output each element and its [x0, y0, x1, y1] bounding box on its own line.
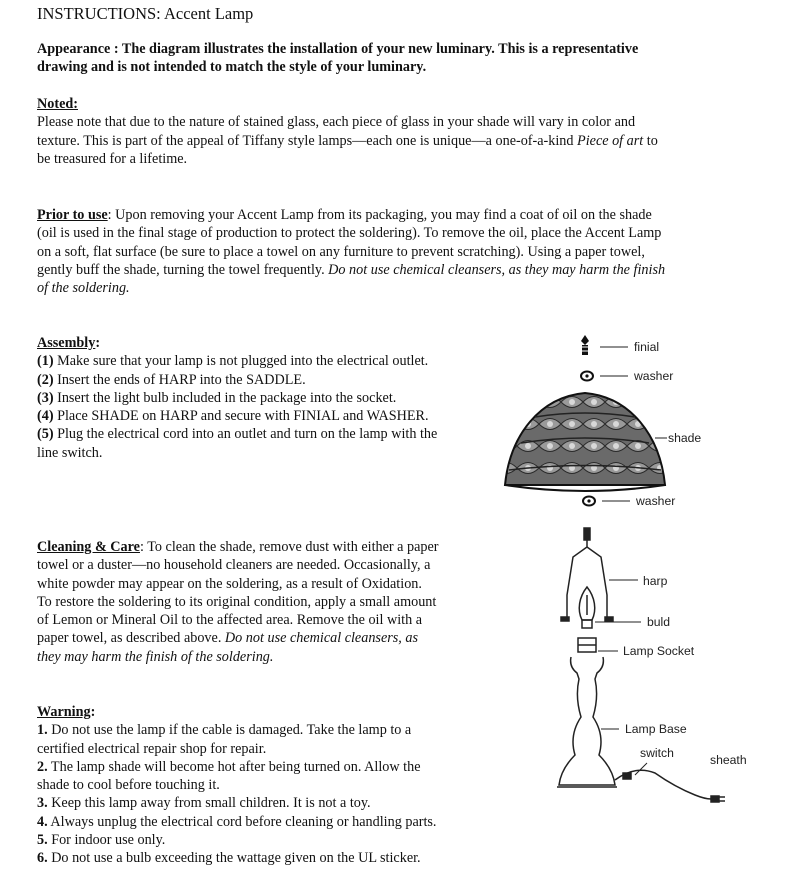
- prior-line-3: on a soft, flat surface (be sure to place a towel on any furniture to prevent scratching). Using a paper towel,: [37, 243, 645, 260]
- warning-heading-line: Warning:: [37, 704, 96, 720]
- warning-item: 5. For indoor use only.: [37, 832, 166, 849]
- noted-section: [37, 95, 752, 168]
- washer-bottom-icon: [583, 497, 595, 506]
- cleaning-heading: Cleaning & Care: [37, 539, 140, 555]
- warning-heading: Warning: [37, 704, 91, 720]
- noted-line-2: texture. This is part of the appeal of Tiffany style lamps—each one is unique—a one-of-a-kind Piece of art to: [37, 132, 658, 149]
- assembly-step: (3) Insert the light bulb included in the package into the socket.: [37, 389, 397, 406]
- assembly-step-continued: line switch.: [37, 444, 103, 461]
- cleaning-line-5: of Lemon or Mineral Oil to the affected area. Remove the oil with a: [37, 612, 423, 629]
- document-title: INSTRUCTIONS: Accent Lamp: [37, 4, 254, 23]
- appearance-section: [37, 40, 737, 77]
- assembly-step: (4) Place SHADE on HARP and secure with FINIAL and WASHER.: [37, 408, 429, 425]
- prior-line-4: gently buff the shade, turning the towel frequently. Do not use chemical cleansers, as they may harm the finish: [37, 261, 666, 278]
- cleaning-line-4: To restore the soldering to its original condition, apply a small amount: [37, 593, 437, 610]
- noted-heading: Noted:: [37, 96, 78, 112]
- warning-item: certified electrical repair shop for repair.: [37, 740, 267, 757]
- socket-label: Lamp Socket: [623, 644, 695, 658]
- warning-item: 3. Keep this lamp away from small children. It is not a toy.: [37, 795, 371, 812]
- washer-bottom-label: washer: [636, 494, 676, 508]
- cleaning-line-7: they may harm the finish of the soldering.: [37, 648, 274, 665]
- prior-line-5: of the soldering.: [37, 280, 130, 297]
- cleaning-section: [37, 538, 507, 666]
- prior-to-use-section: [37, 206, 757, 297]
- appearance-line-1: Appearance : The diagram illustrates the installation of your new luminary. This is a representative: [37, 41, 639, 57]
- washer-top-icon: [581, 372, 593, 381]
- assembly-step: (1) Make sure that your lamp is not plugged into the electrical outlet.: [37, 353, 429, 370]
- cleaning-line-1: Cleaning & Care: To clean the shade, remove dust with either a paper: [37, 539, 439, 555]
- warning-item: 2. The lamp shade will become hot after being turned on. Allow the: [37, 758, 421, 775]
- lamp-assembly-diagram: [495, 325, 785, 815]
- switch-label: switch: [640, 746, 674, 760]
- assembly-heading: Assembly: [37, 335, 96, 351]
- noted-line-1: Please note that due to the nature of stained glass, each piece of glass in your shade will vary in color and: [37, 114, 636, 131]
- prior-line-1: Prior to use: Upon removing your Accent Lamp from its packaging, you may find a coat of oil on the shade: [37, 207, 652, 223]
- warning-item: 6. Do not use a bulb exceeding the wattage given on the UL sticker.: [37, 850, 421, 867]
- cleaning-line-2: towel or a duster—no household cleaners are needed. Occasionally, a: [37, 557, 431, 574]
- cleaning-line-3: white powder may appear on the soldering, as a result of Oxidation.: [37, 575, 422, 592]
- warning-item: 4. Always unplug the electrical cord before cleaning or handling parts.: [37, 813, 437, 830]
- finial-label: finial: [634, 340, 660, 354]
- washer-top-label: washer: [634, 369, 674, 383]
- warning-item: shade to cool before touching it.: [37, 777, 220, 794]
- prior-line-2: (oil is used in the final stage of production to protect the soldering). To remove the oil, place the Accent Lamp: [37, 225, 662, 242]
- bulb-label: buld: [647, 615, 671, 629]
- harp-label: harp: [643, 574, 668, 588]
- noted-line-3: be treasured for a lifetime.: [37, 150, 188, 167]
- assembly-section: [37, 334, 507, 462]
- shade-label: shade: [668, 431, 702, 445]
- warning-section: [37, 703, 507, 868]
- warning-item: 1. Do not use the lamp if the cable is damaged. Take the lamp to a: [37, 722, 412, 739]
- finial-icon: [579, 335, 591, 355]
- assembly-step: (2) Insert the ends of HARP into the SADDLE.: [37, 371, 306, 388]
- shade-icon: [505, 393, 665, 491]
- sheath-label: sheath: [710, 753, 747, 767]
- base-label: Lamp Base: [625, 722, 687, 736]
- bulb-icon: [579, 587, 594, 628]
- assembly-heading-line: Assembly:: [37, 335, 101, 351]
- appearance-line-2: drawing and is not intended to match the style of your luminary.: [37, 59, 427, 76]
- assembly-step: (5) Plug the electrical cord into an outlet and turn on the lamp with the: [37, 426, 438, 443]
- switch-leader: [635, 763, 647, 775]
- socket-icon: [578, 638, 596, 652]
- cleaning-line-6: paper towel, as described above. Do not use chemical cleansers, as: [37, 630, 418, 647]
- prior-heading: Prior to use: [37, 207, 108, 223]
